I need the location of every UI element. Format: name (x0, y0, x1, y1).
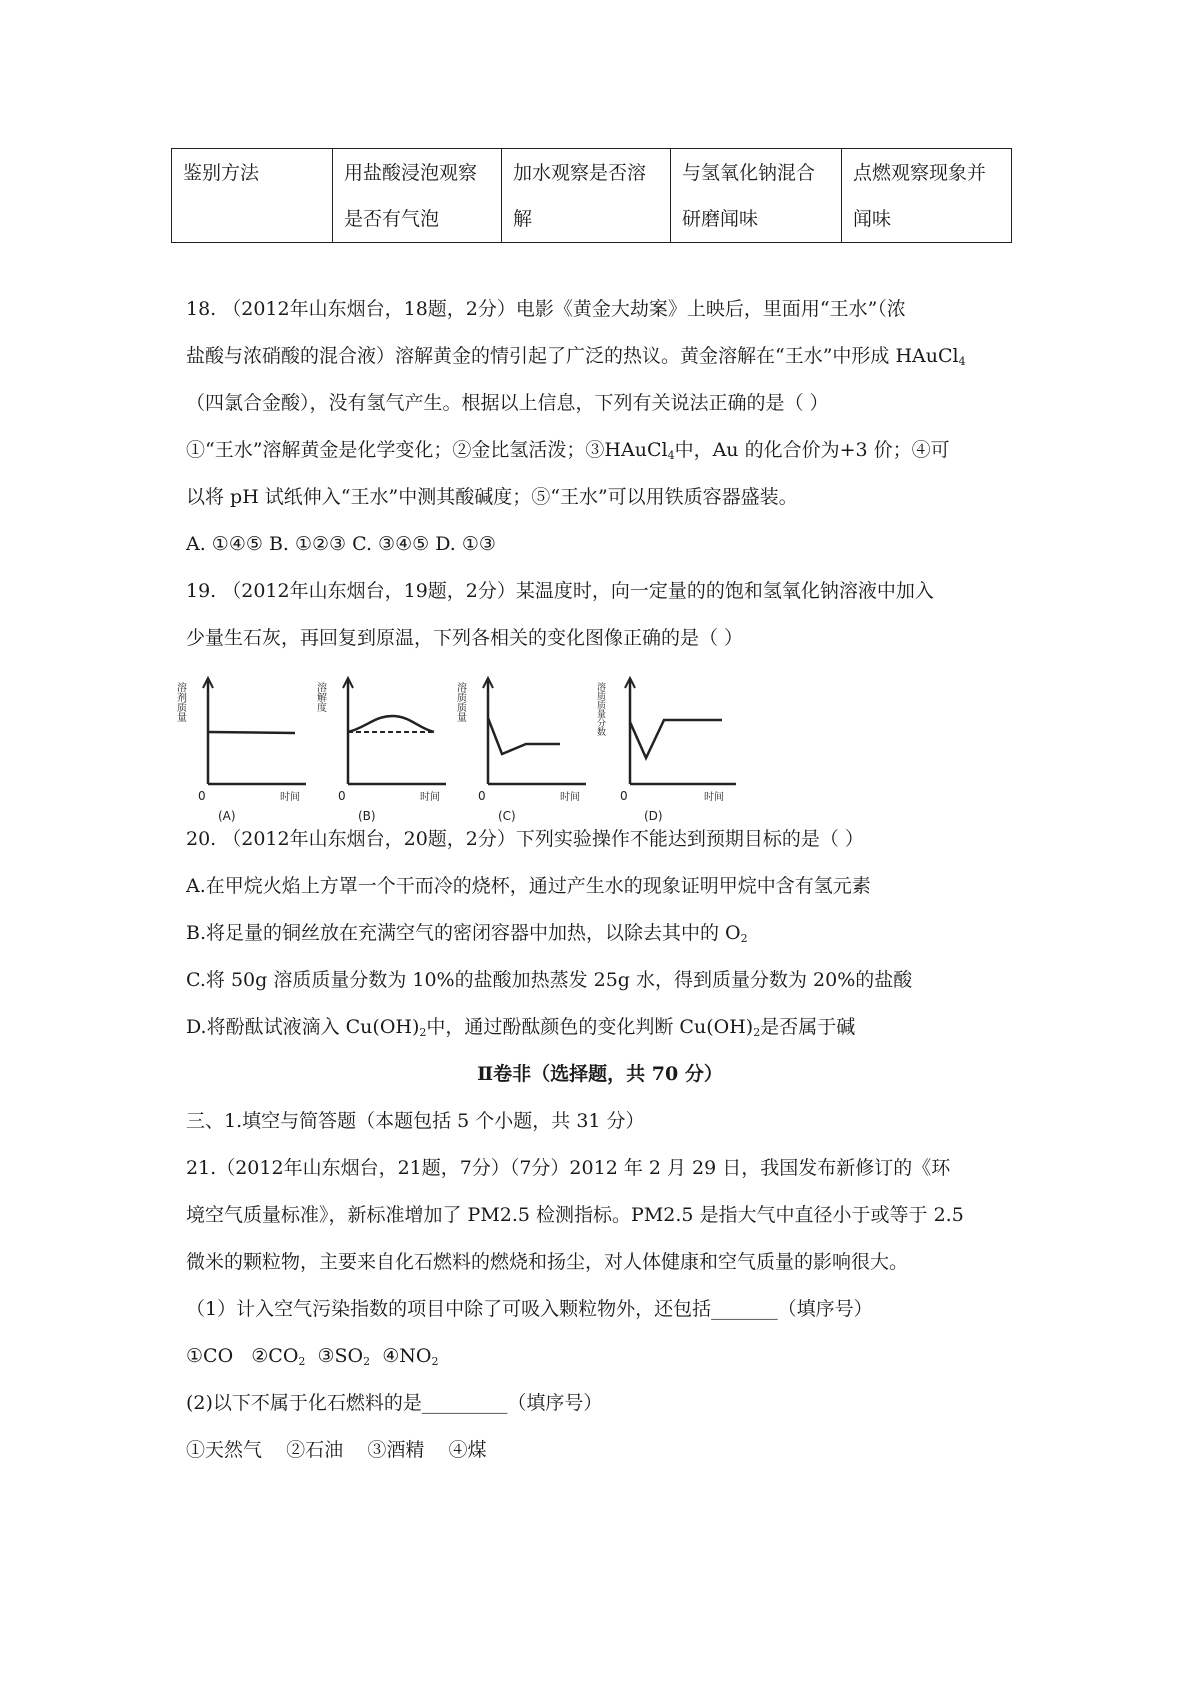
graph-caption: (C) (498, 809, 516, 823)
q20-option-d-text-c: 是否属于碱 (760, 1016, 856, 1038)
graph-d (595, 672, 740, 823)
graph-b-svg (314, 672, 450, 823)
graph-d-svg (595, 672, 740, 823)
q18-line4-text: ①“王水”溶解黄金是化学变化；②金比氢活泼；③HAuCl (186, 439, 668, 461)
graph-ylabel: 溶质质量 (454, 682, 466, 722)
table-row (172, 149, 1012, 243)
table-cell (502, 149, 671, 243)
q21-line2: 境空气质量标准》，新标准增加了 PM2.5 检测指标。PM2.5 是指大气中直径小于或等于 2.5 (186, 1204, 964, 1226)
cell-text: 点燃观察现象并 闻味 (853, 162, 987, 230)
graph-ylabel: 溶质质量分数 (595, 682, 605, 736)
subscript: 2 (298, 1355, 306, 1368)
q18-options: A. ①④⑤ B. ①②③ C. ③④⑤ D. ①③ (186, 533, 496, 555)
cell-text: 与氢氧化钠混合 研磨闻味 (682, 162, 816, 230)
graph-xlabel: 时间 (560, 792, 580, 803)
table-cell (333, 149, 502, 243)
q18-line1: 18. （2012年山东烟台，18题，2分）电影《黄金大劫案》上映后，里面用“王水”（浓 (186, 298, 906, 320)
q20-option-b (186, 920, 748, 952)
q18-line3: （四氯合金酸），没有氢气产生。根据以上信息，下列有关说法正确的是（ ） (186, 392, 829, 414)
q18-line2-text: 盐酸与浓硝酸的混合液）溶解黄金的情引起了广泛的热议。黄金溶解在“王水”中形成 HAuCl (186, 345, 959, 367)
q18-line5: 以将 pH 试纸伸入“王水”中测其酸碱度；⑤“王水”可以用铁质容器盛装。 (186, 486, 798, 508)
q21-line1: 21.（2012年山东烟台，21题，7分）（7分）2012 年 2 月 29 日，我国发布新修订的《环 (186, 1157, 951, 1179)
graph-origin: 0 (620, 789, 628, 803)
graph-caption: (D) (644, 809, 663, 823)
graph-xlabel: 时间 (280, 792, 300, 803)
subscript: 2 (740, 932, 748, 945)
subscript: 2 (363, 1355, 371, 1368)
graph-ylabel: 溶解度 (314, 682, 326, 712)
graph-c (454, 672, 590, 823)
subscript: 4 (667, 449, 675, 462)
graph-b (314, 672, 450, 823)
graph-d-line (630, 720, 722, 758)
graph-xlabel: 时间 (704, 792, 724, 803)
section-subtitle: 三、1.填空与简答题（本题包括 5 个小题，共 31 分） (186, 1110, 645, 1132)
q20-option-d (186, 1014, 855, 1046)
option-text: ①CO ②CO (186, 1345, 299, 1367)
subscript: 4 (958, 355, 966, 368)
option-text: ③SO (305, 1345, 364, 1367)
graph-c-svg (454, 672, 590, 823)
cell-text: 用盐酸浸泡观察 是否有气泡 (344, 162, 478, 230)
table-cell (671, 149, 842, 243)
table-cell (842, 149, 1012, 243)
q18-line4-text-b: 中，Au 的化合价为+3 价；④可 (674, 439, 950, 461)
q19-line2: 少量生石灰，再回复到原温，下列各相关的变化图像正确的是（ ） (186, 627, 744, 649)
q20-option-b-text: B.将足量的铜丝放在充满空气的密闭容器中加热，以除去其中的 O (186, 922, 741, 944)
q21-part1: （1）计入空气污染指数的项目中除了可吸入颗粒物外，还包括_______（填序号） (186, 1298, 873, 1320)
subscript: 2 (753, 1026, 761, 1039)
table-cell (172, 149, 333, 243)
q20-option-a: A.在甲烷火焰上方罩一个干而冷的烧杯，通过产生水的现象证明甲烷中含有氢元素 (186, 875, 871, 897)
graph-c-line (488, 718, 560, 754)
graph-caption: (B) (358, 809, 376, 823)
q20-option-c: C.将 50g 溶质质量分数为 10%的盐酸加热蒸发 25g 水，得到质量分数为 20%的盐酸 (186, 969, 913, 991)
q18-line2 (186, 343, 966, 375)
graph-xlabel: 时间 (420, 792, 440, 803)
graph-origin: 0 (478, 789, 486, 803)
graph-origin: 0 (338, 789, 346, 803)
graph-ylabel: 溶剂质量 (174, 682, 186, 722)
identification-table (171, 148, 1012, 243)
q21-line3: 微米的颗粒物，主要来自化石燃料的燃烧和扬尘，对人体健康和空气质量的影响很大。 (186, 1251, 909, 1273)
q18-line4 (186, 437, 950, 469)
q21-part1-options (186, 1343, 438, 1375)
cell-text: 鉴别方法 (183, 162, 260, 184)
graph-origin: 0 (198, 789, 206, 803)
q20-line1: 20. （2012年山东烟台，20题，2分）下列实验操作不能达到预期目标的是（ ） (186, 828, 864, 850)
q21-part2-options: ①天然气 ②石油 ③酒精 ④煤 (186, 1439, 487, 1461)
graph-a-line (208, 732, 295, 733)
option-text: ④NO (370, 1345, 432, 1367)
q20-option-d-text-b: 中，通过酚酞颜色的变化判断 Cu(OH) (426, 1016, 754, 1038)
q20-option-d-text: D.将酚酞试液滴入 Cu(OH) (186, 1016, 420, 1038)
graph-caption: (A) (218, 809, 236, 823)
graph-a-svg (174, 672, 310, 823)
section-title: Ⅱ卷非（选择题，共 70 分） (477, 1063, 723, 1085)
q19-line1: 19. （2012年山东烟台，19题，2分）某温度时，向一定量的的饱和氢氧化钠溶液中加入 (186, 580, 934, 602)
graph-b-curve (348, 716, 434, 732)
cell-text: 加水观察是否溶 解 (513, 162, 647, 230)
graph-a (174, 672, 310, 823)
q21-part2: (2)以下不属于化石燃料的是_________（填序号） (186, 1392, 603, 1414)
subscript: 2 (419, 1026, 427, 1039)
subscript: 2 (431, 1355, 439, 1368)
